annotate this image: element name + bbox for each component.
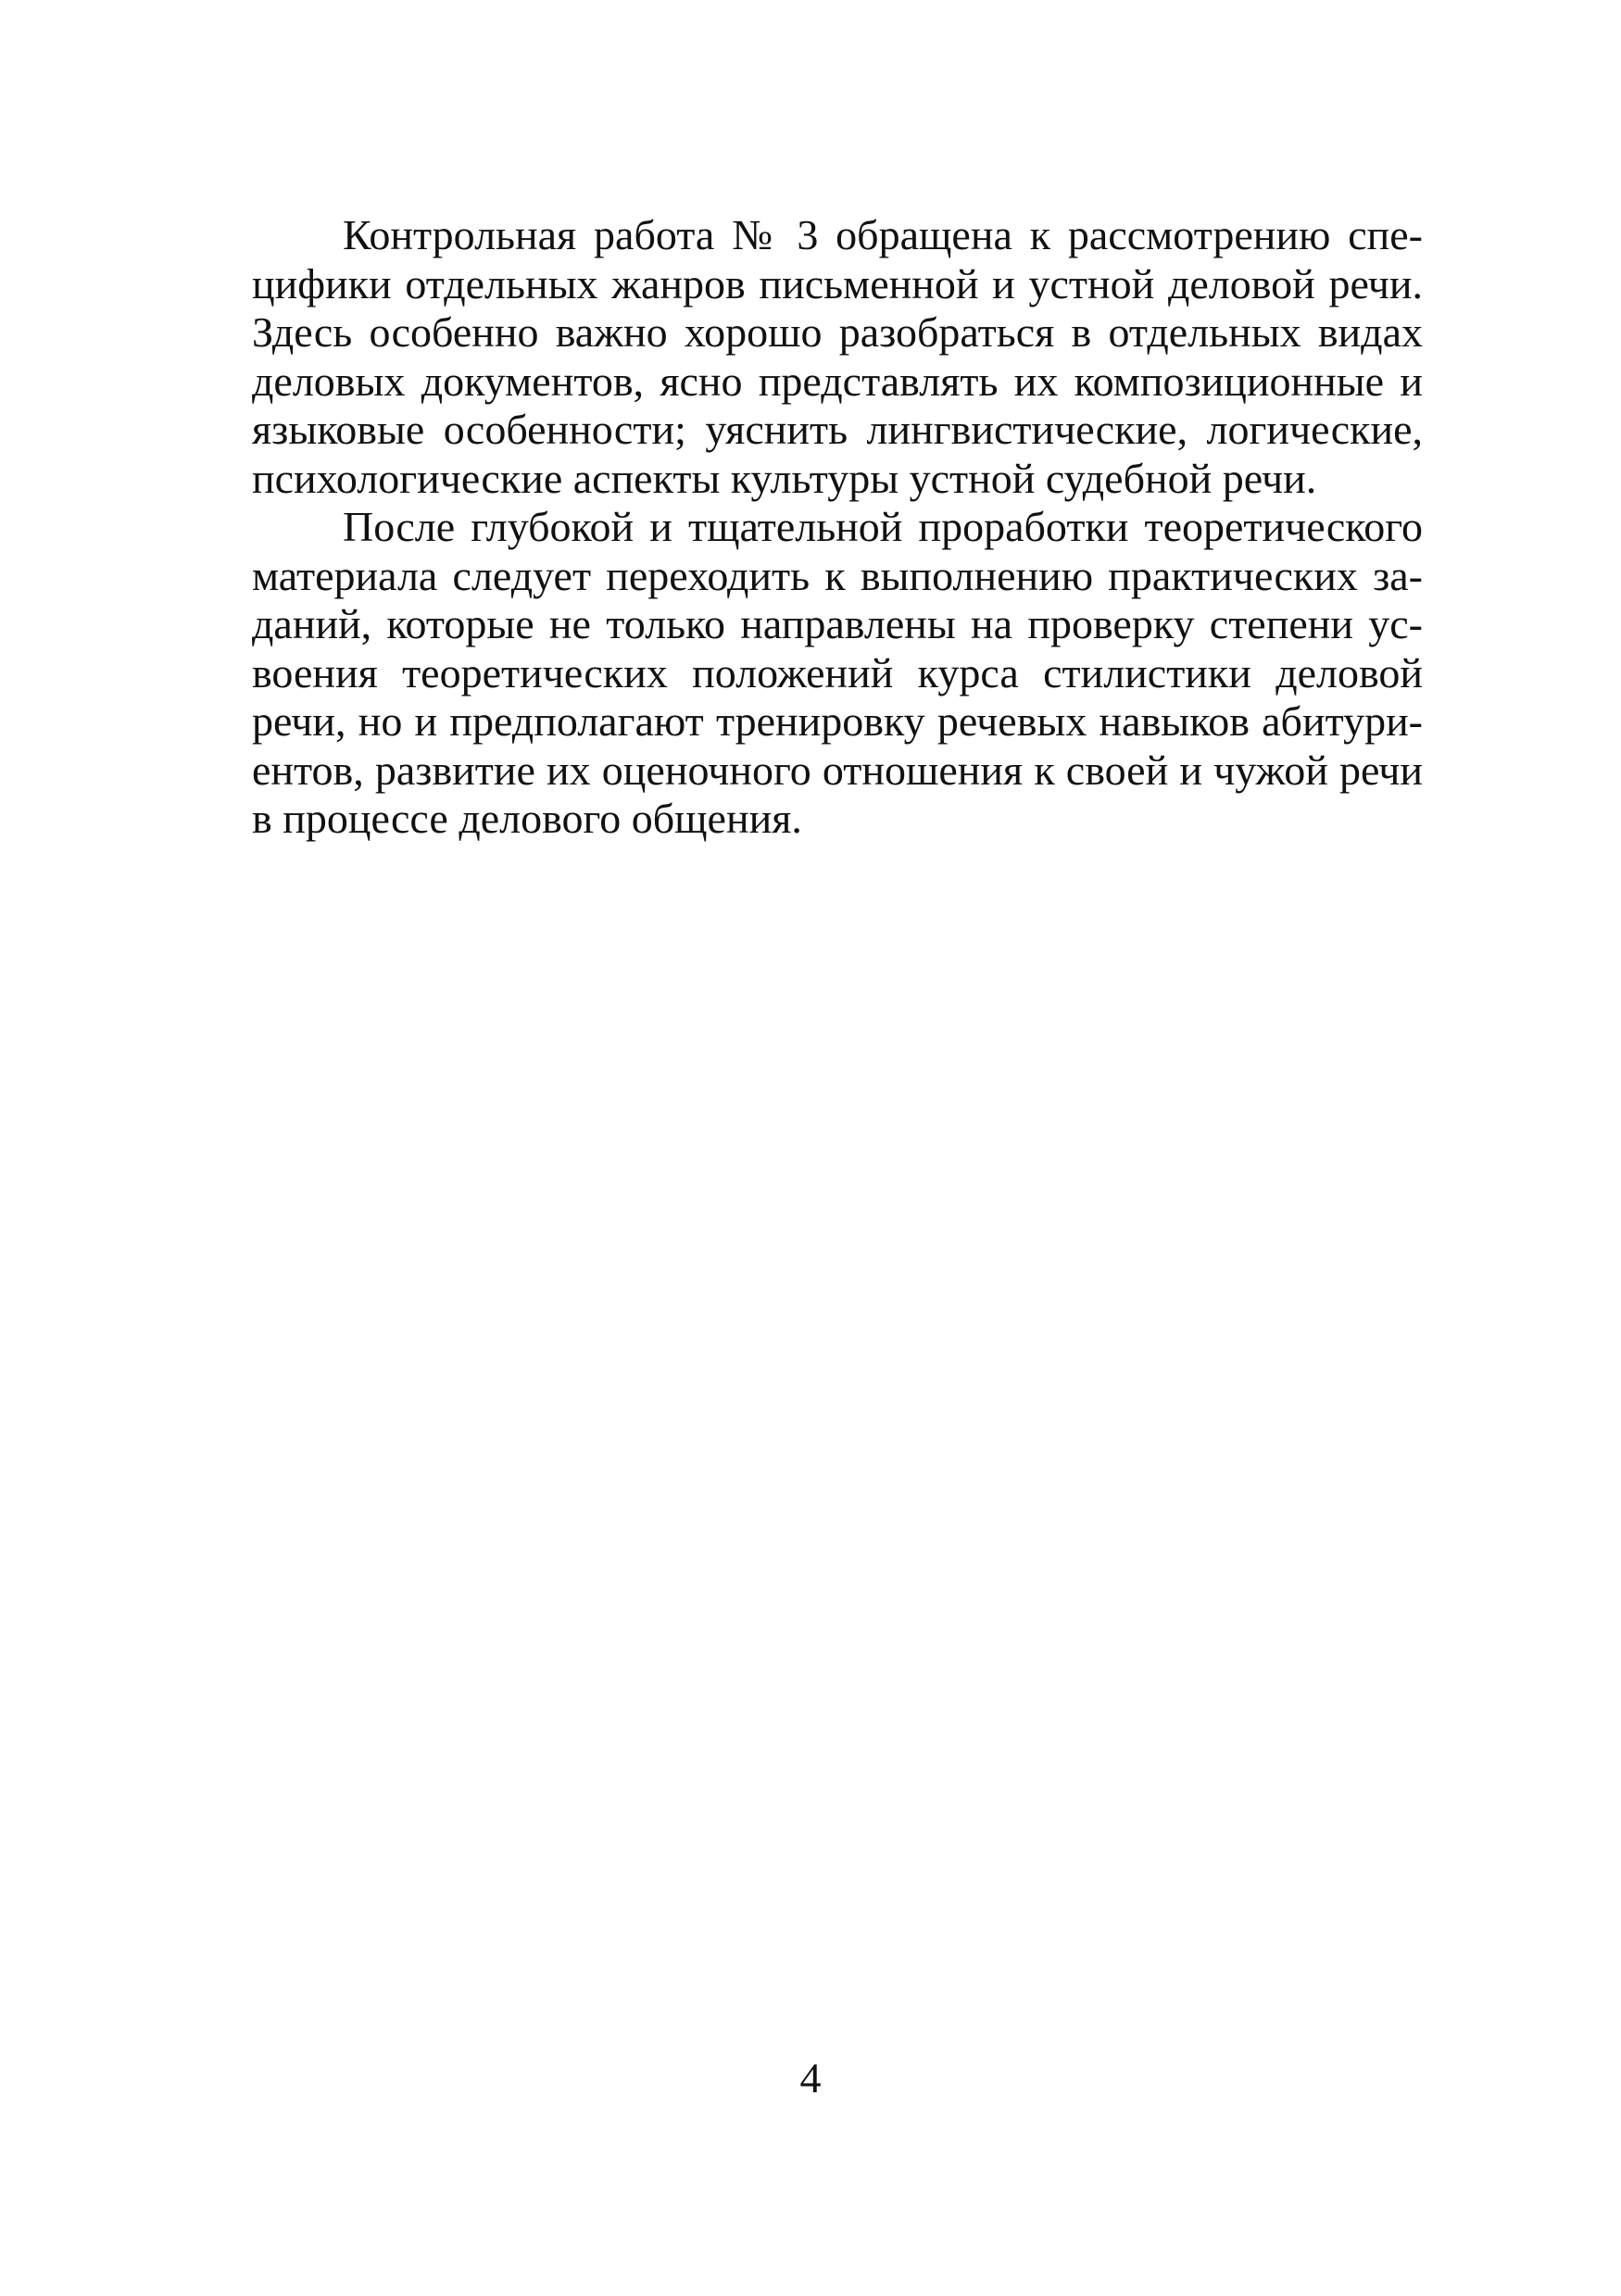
text-line: речи, но и предполагают тренировку речевых навыков абитури- (252, 697, 1423, 745)
page-number: 4 (799, 2054, 822, 2102)
paragraph-2 (252, 503, 1423, 844)
text-line: языковые особенности; уяснить лингвистические, логические, (252, 406, 1423, 453)
text-line: цифики отдельных жанров письменной и устной деловой речи. (252, 259, 1423, 307)
text-line: в процессе делового общения. (252, 795, 802, 842)
text-line: деловых документов, ясно представлять их композиционные и (252, 357, 1423, 405)
text-line: После глубокой и тщательной проработки теоретического (343, 503, 1423, 550)
paragraph-1 (252, 211, 1423, 503)
text-line: Контрольная работа № 3 обращена к рассмотрению спе- (343, 211, 1423, 258)
text-line: воения теоретических положений курса стилистики деловой (252, 648, 1423, 696)
text-line: Здесь особенно важно хорошо разобраться в отдельных видах (252, 308, 1423, 356)
text-line: даний, которые не только направлены на проверку степени ус- (252, 600, 1423, 647)
text-line: психологические аспекты культуры устной судебной речи. (252, 454, 1317, 502)
text-line: материала следует переходить к выполнению практических за- (252, 551, 1423, 599)
body-text (252, 211, 1423, 844)
text-line: ентов, развитие их оценочного отношения к своей и чужой речи (252, 746, 1423, 794)
